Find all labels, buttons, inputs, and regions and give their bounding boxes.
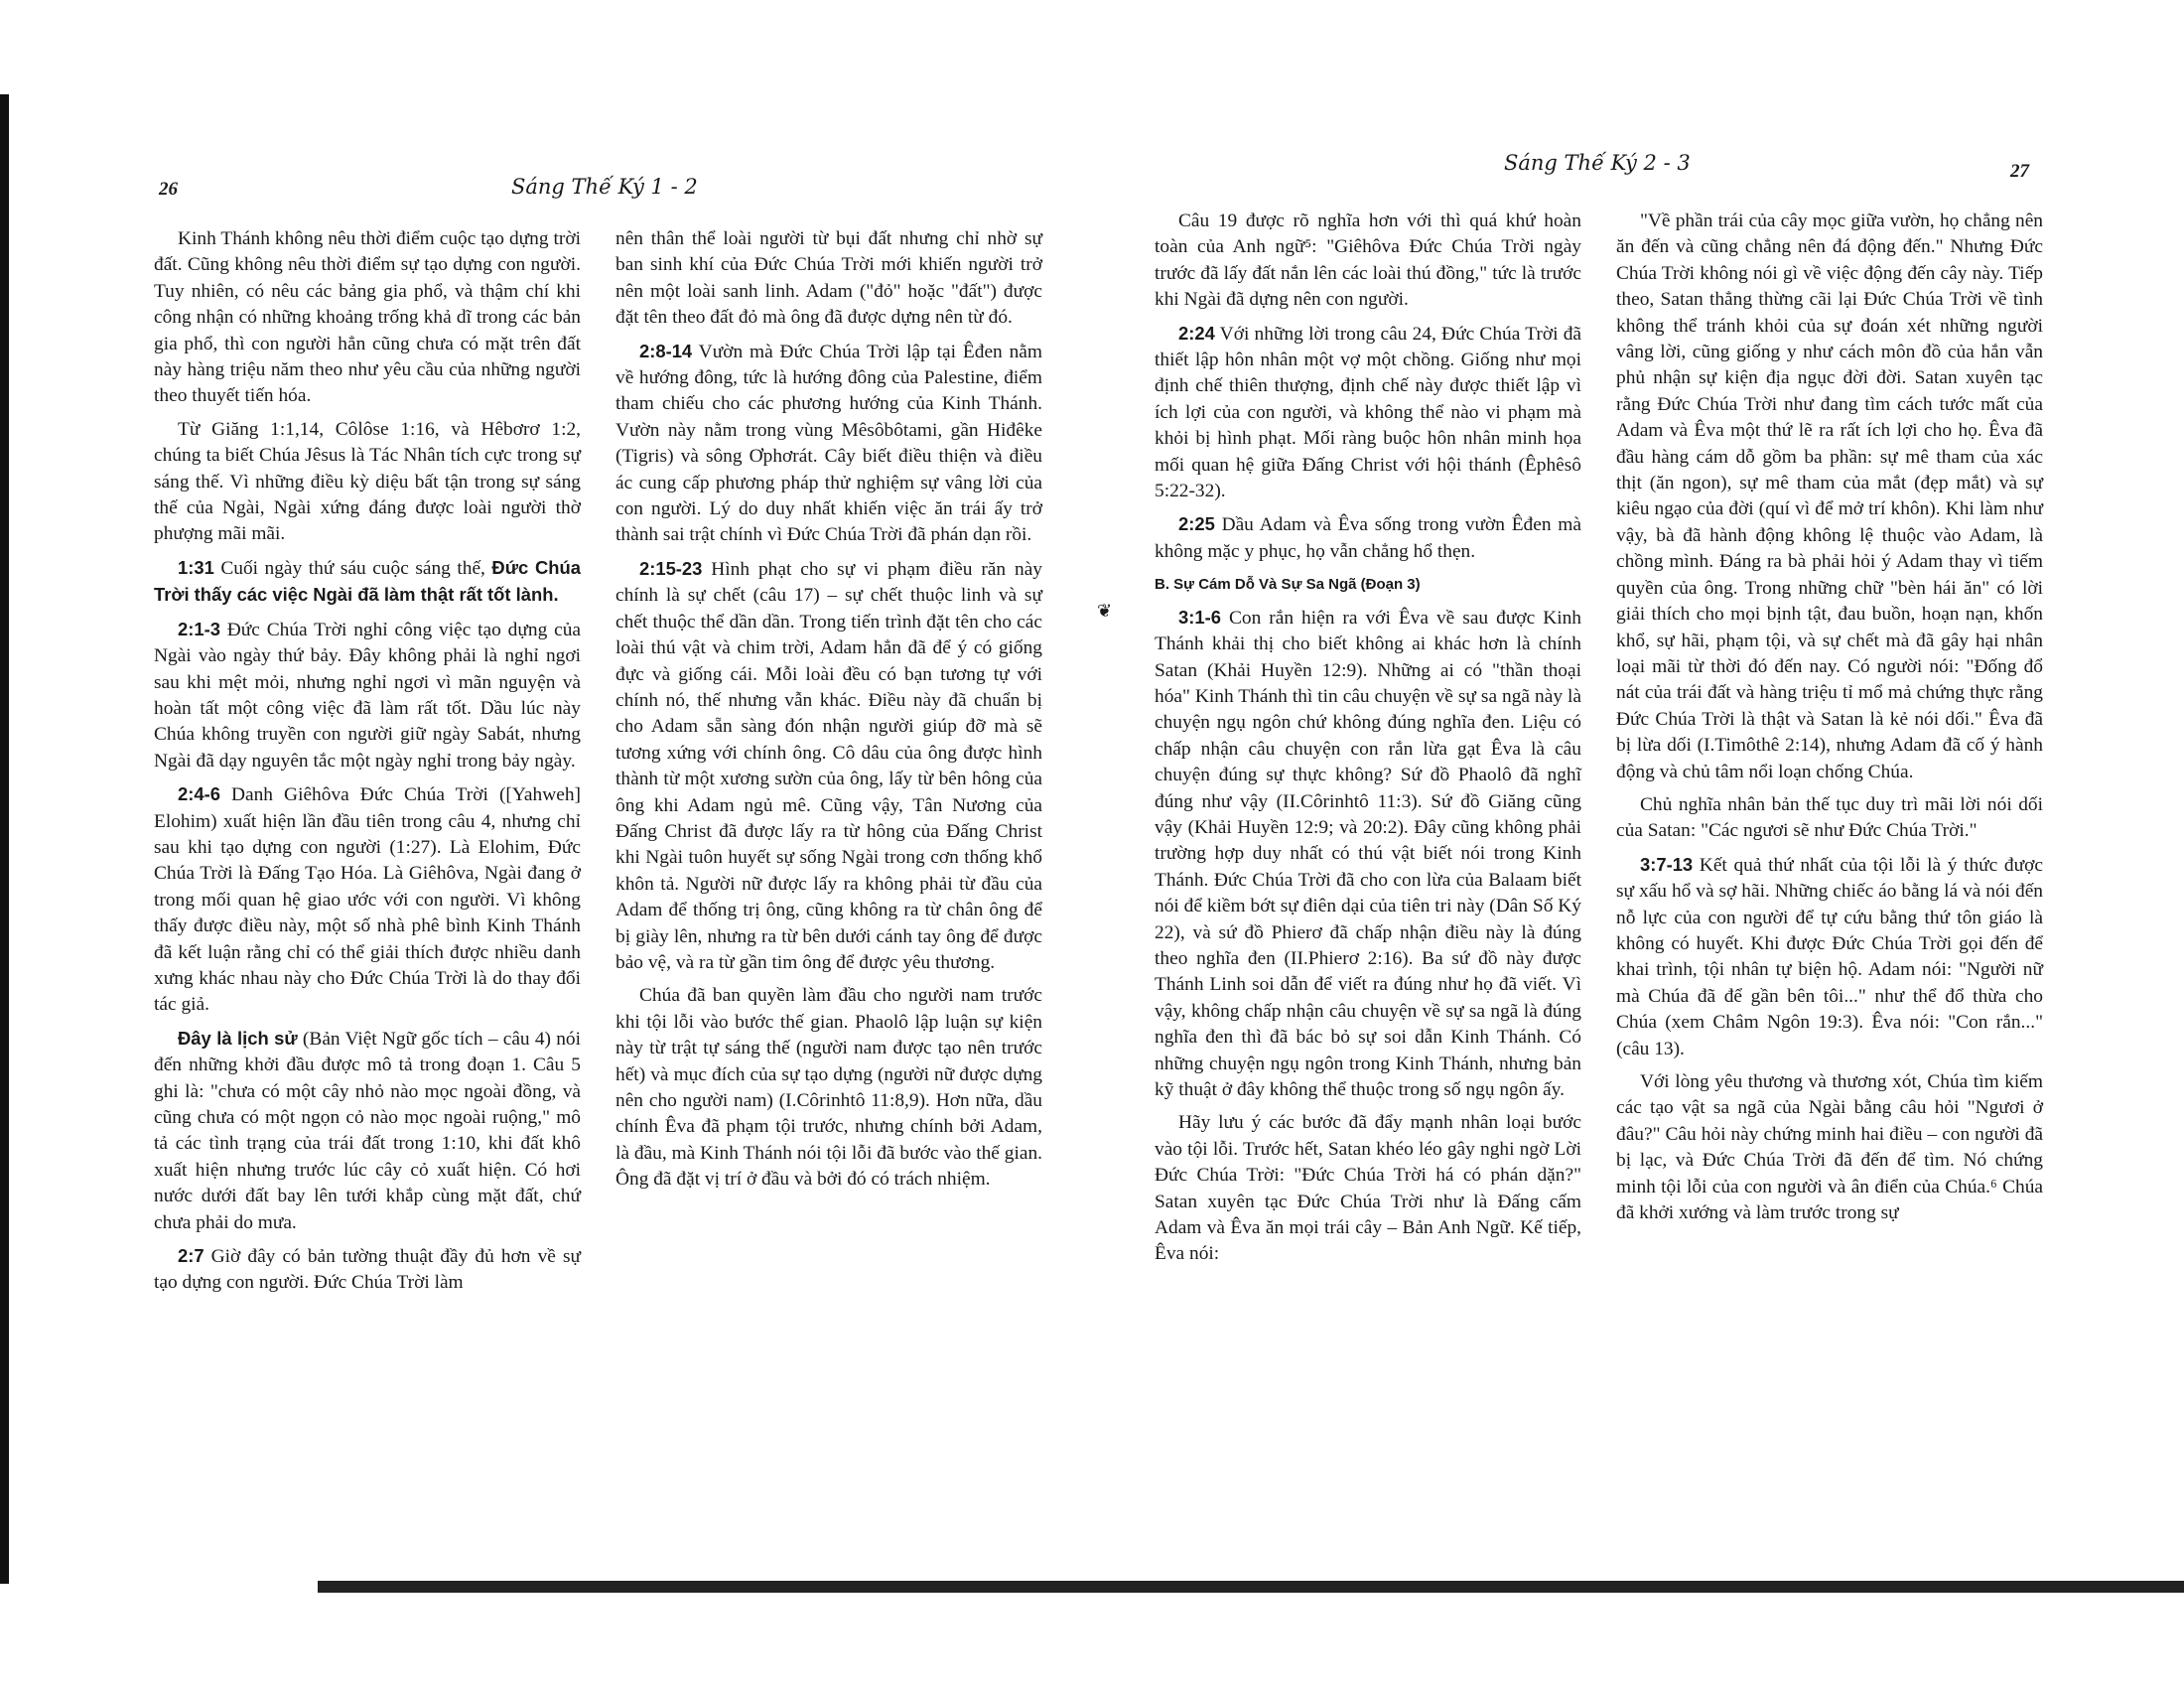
paragraph xyxy=(1616,1069,2043,1226)
paragraph-text: Từ Giăng 1:1,14, Côlôse 1:16, và Hêbơrơ 1:2, chúng ta biết Chúa Jêsus là Tác Nhân tích cực trong sự sáng thế. Vì những điều kỳ diệu bất tận trong sự sáng thế của Ngài, Ngài xứng đáng được loài người thờ phượng mãi mãi. xyxy=(154,418,581,545)
paragraph xyxy=(615,556,1042,977)
paragraph-text: Đức Chúa Trời nghỉ công việc tạo dựng của Ngài vào ngày thứ bảy. Đây không phải là nghỉ ngơi sau khi mệt mỏi, nhưng nghỉ ngơi vì mãn nguyện và hoàn tất một công việc đã làm rất tốt. Dầu lúc này Chúa không truyền con người giữ ngày Sabát, nhưng Ngài đã dạy nguyên tắc một ngày nghỉ trong bảy ngày. xyxy=(154,619,581,772)
paragraph xyxy=(1616,209,2043,785)
paragraph-text: (Bản Việt Ngữ gốc tích – câu 4) nói đến những khởi đầu được mô tả trong đoạn 1. Câu 5 ghi là: "chưa có một cây nhỏ nào mọc ngoài đồng, và cũng chưa có một ngọn cỏ nào mọc ngoài ruộng," mô tả các tình trạng của trái đất trong 1:10, khi đất khô xuất hiện nhưng trước lúc cây cỏ xuất hiện. Có hơi nước dưới đất bay lên tưới khắp cùng mặt đất, chứ chưa phải do mưa. xyxy=(154,1028,581,1233)
paragraph xyxy=(615,339,1042,549)
paragraph-text: Cuối ngày thứ sáu cuộc sáng thế, xyxy=(213,557,492,579)
paragraph xyxy=(1155,321,1581,505)
paragraph-text: Với lòng yêu thương và thương xót, Chúa tìm kiếm các tạo vật sa ngã của Ngài bằng câu hỏi "Ngươi ở đâu?" Câu hỏi này chứng minh hai điều – con người đã bị lạc, và Đức Chúa Trời đã đến để tìm. Nó chứng minh tội lỗi của con người và ân điển của Chúa.⁶ Chúa đã khởi xướng và làm trước trong sự xyxy=(1616,1071,2043,1224)
left-page-number: 26 xyxy=(159,179,178,200)
right-page-number: 27 xyxy=(2010,161,2029,182)
verse-reference: 2:8-14 xyxy=(639,340,693,361)
right-running-head: Sáng Thế Ký 2 - 3 xyxy=(1504,151,1691,175)
paragraph-text: Dầu Adam và Êva sống trong vườn Êđen mà không mặc y phục, họ vẫn chẳng hổ thẹn. xyxy=(1155,514,1581,562)
paragraph-text: Kinh Thánh không nêu thời điểm cuộc tạo dựng trời đất. Cũng không nêu thời điểm sự tạo dựng con người. Tuy nhiên, có nêu các bảng gia phổ, và thậm chí khi công nhận có những khoảng trống khả dĩ trong các bản gia phổ, thì con người hẳn cũng chưa có mặt trên đất này hàng triệu năm theo như yêu cầu của những người theo thuyết tiến hóa. xyxy=(154,228,581,407)
verse-reference: 1:31 xyxy=(178,556,214,578)
book-binding-edge xyxy=(0,94,9,1584)
paragraph xyxy=(154,555,581,610)
page-bottom-edge xyxy=(318,1581,2184,1593)
paragraph xyxy=(1155,209,1581,314)
paragraph-text: nên thân thể loài người từ bụi đất nhưng chỉ nhờ sự ban sinh khí của Đức Chúa Trời mới khiến người trở nên một loài sanh linh. Adam ("đỏ" hoặc "đất") được đặt tên theo đất đỏ mà ông đã được dựng nên từ đó. xyxy=(615,228,1042,329)
verse-reference: 2:7 xyxy=(178,1245,205,1267)
paragraph-text: Chủ nghĩa nhân bản thế tục duy trì mãi lời nói dối của Satan: "Các ngươi sẽ như Đức Chúa Trời." xyxy=(1616,793,2043,842)
section-heading: B. Sự Cám Dỗ Và Sự Sa Ngã (Đoạn 3) xyxy=(1155,576,1421,594)
emphasis-text: Đức Chúa Trời thấy các việc Ngài đã làm thật rất tốt lành. xyxy=(154,556,581,606)
paragraph xyxy=(1155,1110,1581,1267)
paragraph xyxy=(615,226,1042,332)
paragraph xyxy=(154,417,581,548)
paragraph-text: Hãy lưu ý các bước đã đẩy mạnh nhân loại bước vào tội lỗi. Trước hết, Satan khéo léo gây nghi ngờ Lời Đức Chúa Trời: "Đức Chúa Trời há có phán dặn?" Satan xuyên tạc Đức Chúa Trời như là Đấng cấm Adam và Êva ăn mọi trái cây – Bản Anh Ngữ. Kế tiếp, Êva nói: xyxy=(1155,1112,1581,1265)
verse-reference: 3:1-6 xyxy=(1178,606,1221,628)
paragraph-text: Giờ đây có bản tường thuật đầy đủ hơn về sự tạo dựng con người. Đức Chúa Trời làm xyxy=(154,1246,581,1294)
verse-reference: 2:1-3 xyxy=(178,618,220,639)
left-running-head: Sáng Thế Ký 1 - 2 xyxy=(511,175,698,199)
paragraph-text: Câu 19 được rõ nghĩa hơn với thì quá khứ hoàn toàn của Anh ngữ⁵: "Giêhôva Đức Chúa Trời ngày trước đã lấy đất nắn lên các loài thú đồng," tức là trước khi Ngài đã dựng nên con người. xyxy=(1155,211,1581,311)
paragraph-text: Hình phạt cho sự vi phạm điều răn này chính là sự chết (câu 17) – sự chết thuộc linh và sự chết thuộc thể dần dần. Trong tiến trình đặt tên cho các loài thú vật và chim trời, Adam hẳn đã để ý có giống đực và giống cái. Mỗi loài đều có bạn tương tự với chính nó, thế nhưng vẫn khác. Điều này đã chuẩn bị cho Adam sẵn sàng đón nhận người giúp đỡ mà sẽ tương xứng với chính ông. Cô dâu của ông được hình thành từ một xương sườn của ông, lấy từ bên hông của ông khi Adam ngủ mê. Cũng vậy, Tân Nương của Đấng Christ đã được lấy ra từ hông của Đấng Christ khi Ngài tuôn huyết sự sống Ngài trong cơn thống khổ khôn tả. Người nữ được lấy ra không phải từ đầu của Adam để thống trị ông, cũng không ra từ chân ông để bị giày lên, nhưng ra từ bên dưới cánh tay ông để được bảo vệ, và ra từ gần tim ông để được yêu thương. xyxy=(615,558,1042,973)
paragraph xyxy=(154,1243,581,1297)
column-3 xyxy=(1155,209,1581,1275)
paragraph-text: Danh Giêhôva Đức Chúa Trời ([Yahweh] Elohim) xuất hiện lần đầu tiên trong câu 4, nhưng chỉ sau khi tạo dựng con người (1:27). Là Elohim, Đức Chúa Trời là Đấng Tạo Hóa. Là Giêhôva, Ngài đang ở trong mối quan hệ giao ước với con người. Vì không thấy được điều này, một số nhà phê bình Kinh Thánh đã kết luận rằng chỉ có thể giải thích được nhiều danh xưng khác nhau này cho Đức Chúa Trời là do thay đổi tác giả. xyxy=(154,784,581,1016)
paragraph xyxy=(615,983,1042,1193)
scan-mark: ❦ xyxy=(1097,601,1113,621)
verse-reference: 2:4-6 xyxy=(178,783,220,805)
paragraph xyxy=(1616,792,2043,845)
paragraph xyxy=(154,1026,581,1236)
column-1 xyxy=(154,226,581,1304)
verse-reference: 2:24 xyxy=(1178,322,1215,344)
paragraph xyxy=(154,617,581,774)
paragraph-text: Con rắn hiện ra với Êva về sau được Kinh Thánh khải thị cho biết không ai khác hơn là chính Satan (Khải Huyền 12:9). Những ai có "thần thoại hóa" Kinh Thánh thì tin câu chuyện về sự sa ngã này là chuyện ngụ ngôn chứ không đúng nghĩa đen. Liệu có chấp nhận câu chuyện con rắn lừa gạt Êva là câu chuyện đúng sự thực không? Sứ đồ Phaolô đã nghĩ đúng như vậy (II.Côrinhtô 11:3). Sứ đồ Giăng cũng vậy (Khải Huyền 12:9; và 20:2). Đây cũng không phải trường hợp duy nhất có thú vật biết nói trong Kinh Thánh. Đức Chúa Trời đã cho con lừa của Balaam biết nói để kiềm bớt sự điên dại của tiên tri này (Dân Số Ký 22), và sứ đồ Phierơ đã chấp nhận điều này là đúng theo nghĩa đen (II.Phierơ 2:16). Ba sứ đồ này được Thánh Linh soi dẫn để viết ra đúng như họ đã viết. Vì vậy, không chấp nhận câu chuyện về sự sa ngã là đúng nghĩa đen thì đã bác bỏ sự soi dẫn Kinh Thánh. Có những chuyện ngụ ngôn trong Kinh Thánh, nhưng bản kỹ thuật ở đây không thể thuộc trong số ngụ ngôn ấy. xyxy=(1155,607,1581,1100)
paragraph-text: Vườn mà Đức Chúa Trời lập tại Êđen nằm về hướng đông, tức là hướng đông của Palestine, điểm tham chiếu cho các phương hướng của Kinh Thánh. Vườn này nằm trong vùng Mêsôbôtami, gần Hiđêke (Tigris) và sông Ơphơrát. Cây biết điều thiện và điều ác cung cấp phương pháp thử nghiệm sự vâng lời của con người. Lý do duy nhất khiến việc ăn trái ấy trở thành sai trật chính vì Đức Chúa Trời đã phán dạn rồi. xyxy=(615,341,1042,546)
verse-reference: Đây là lịch sử xyxy=(178,1027,298,1049)
paragraph-text: "Về phần trái của cây mọc giữa vườn, họ chẳng nên ăn đến và cũng chẳng nên đá động đến." Nhưng Đức Chúa Trời không nói gì về việc động đến cây này. Tiếp theo, Satan thẳng thừng cãi lại Đức Chúa Trời về tình không thể tránh khỏi của sự đoán xét những người vâng lời, cũng giống y như cách môn đồ của hắn vẫn phủ nhận sự kiện địa ngục đời đời. Satan xuyên tạc rằng Đức Chúa Trời như đang tìm cách tước mất của Adam và Êva một thứ lẽ ra rất ích lợi cho họ. Êva đã đầu hàng cám dỗ gồm ba phần: sự mê tham của xác thịt (ăn ngon), sự mê tham của mắt (đẹp mắt) và sự kiêu ngạo của đời (quí vì để mở trí khôn). Khi làm như vậy, bà đã hành động không lệ thuộc vào Adam, là chồng mình. Đáng ra bà phải hỏi ý Adam thay vì tiếm quyền của ông. Trong những chữ "bèn hái ăn" có lời giải thích cho mọi bịnh tật, đau buồn, hoạn nạn, khốn khổ, sự hãi, phạm tội, và sự chết mà đã gây hại nhân loại mãi từ thời đó đến nay. Có người nói: "Đống đổ nát của trái đất và hàng triệu tỉ mổ mả chứng thực rằng Đức Chúa Trời là thật và Satan là kẻ nói dối." Êva đã bị lừa dối (I.Timôthê 2:14), nhưng Adam đã cố ý hành động và chủ tâm nổi loạn chống Chúa. xyxy=(1616,211,2043,782)
column-4 xyxy=(1616,209,2043,1233)
paragraph xyxy=(1616,852,2043,1062)
verse-reference: 3:7-13 xyxy=(1640,853,1694,875)
paragraph xyxy=(154,226,581,410)
verse-reference: 2:25 xyxy=(1178,513,1215,535)
verse-reference: 2:15-23 xyxy=(639,557,703,579)
paragraph xyxy=(1155,511,1581,565)
paragraph-text: Chúa đã ban quyền làm đầu cho người nam trước khi tội lỗi vào bước thế gian. Phaolô lập luận sự kiện này từ trật tự sáng thế (người nam được tạo nên trước hết) và mục đích của sự tạo dựng (người nữ được dựng nên cho người nam) (I.Côrinhtô 11:8,9). Hơn nữa, dầu chính Êva đã phạm tội trước, nhưng chính bởi Adam, là đầu, mà Kinh Thánh nói tội lỗi đã bước vào thế gian. Ông đã đặt vị trí ở đầu và bởi đó có trách nhiệm. xyxy=(615,985,1042,1191)
paragraph xyxy=(154,781,581,1019)
column-2 xyxy=(615,226,1042,1200)
paragraph-text: Với những lời trong câu 24, Đức Chúa Trời đã thiết lập hôn nhân một vợ một chồng. Giống như mọi định chế thiên thượng, định chế này được thiết lập vì ích lợi của con người, và không thể nào vi phạm mà khỏi bị hình phạt. Mối ràng buộc hôn nhân minh họa mối quan hệ giữa Đấng Christ với hội thánh (Êphêsô 5:22-32). xyxy=(1155,323,1581,502)
paragraph-text: Kết quả thứ nhất của tội lỗi là ý thức được sự xấu hổ và sợ hãi. Những chiếc áo bằng lá và nói đến nỗ lực của con người để tự cứu bằng thứ tôn giáo là không có huyết. Khi được Đức Chúa Trời gọi đến để khai trình, tội nhân tự biện hộ. Adam nói: "Người nữ mà Chúa đã để gần bên tôi..." như thể đổ thừa cho Chúa (xem Châm Ngôn 19:3). Êva nói: "Con rắn..." (câu 13). xyxy=(1616,854,2043,1059)
paragraph xyxy=(1155,605,1581,1104)
